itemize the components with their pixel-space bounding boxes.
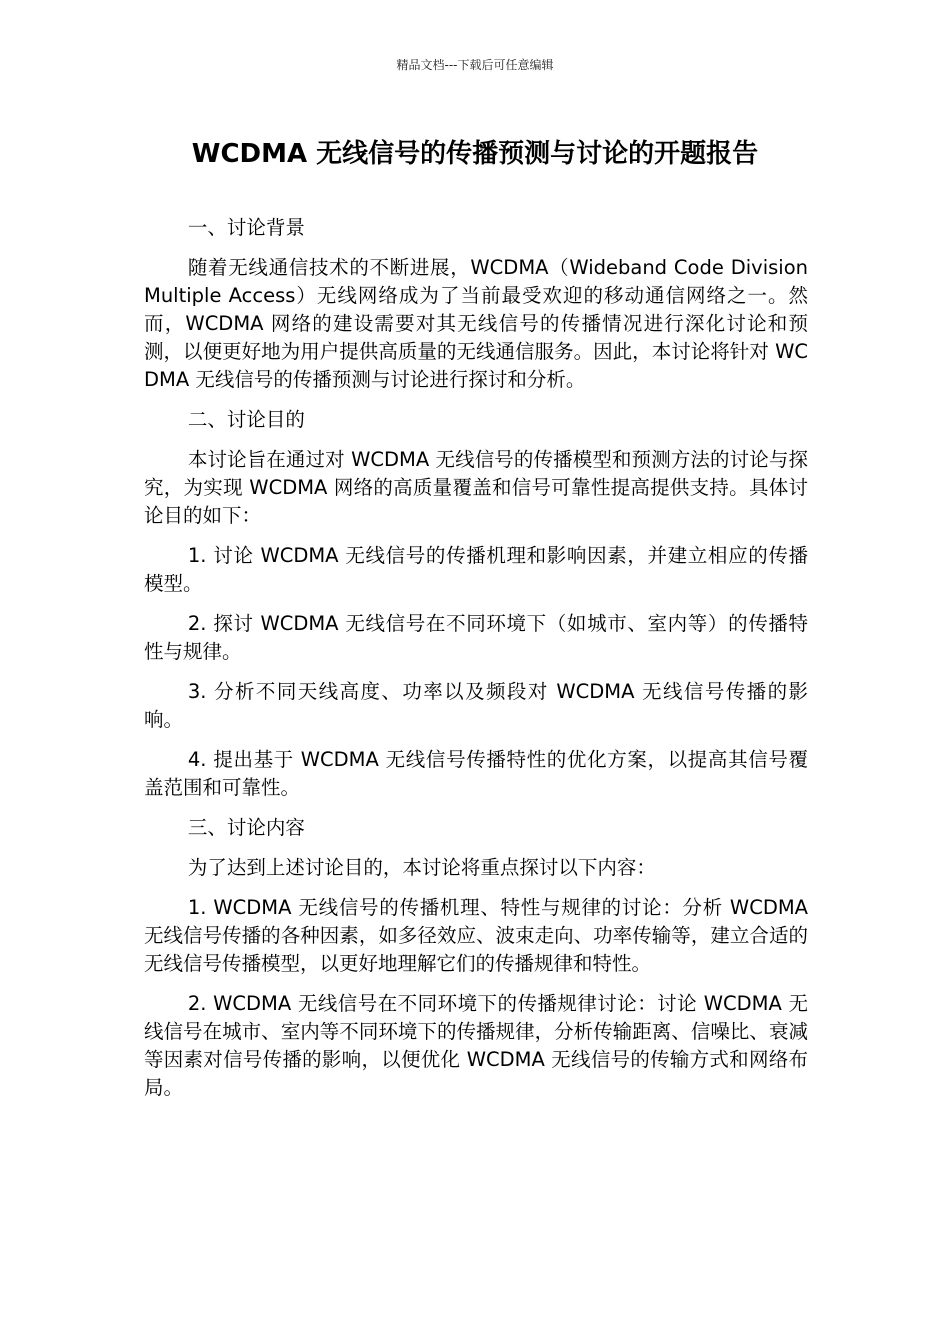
list-item-purpose-1: 1. 讨论 WCDMA 无线信号的传播机理和影响因素，并建立相应的传播模型。 — [144, 544, 808, 595]
document-title: WCDMA 无线信号的传播预测与讨论的开题报告 — [191, 139, 759, 169]
list-item-purpose-4: 4. 提出基于 WCDMA 无线信号传播特性的优化方案，以提高其信号覆盖范围和可靠性。 — [144, 748, 808, 799]
paragraph-content: 为了达到上述讨论目的，本讨论将重点探讨以下内容： — [187, 856, 656, 879]
section-heading-purpose: 二、讨论目的 — [187, 408, 305, 431]
paragraph-purpose: 本讨论旨在通过对 WCDMA 无线信号的传播模型和预测方法的讨论与探究，为实现 WCDMA 网络的高质量覆盖和信号可靠性提高提供支持。具体讨论目的如下： — [144, 448, 808, 527]
header-note: 精品文档---下载后可任意编辑 — [396, 58, 554, 72]
paragraph-background: 随着无线通信技术的不断进展，WCDMA（Wideband Code Division Multiple Access）无线网络成为了当前最受欢迎的移动通信网络之一。然而，WCDMA 网络的建设需要对其无线信号的传播情况进行深化讨论和预测，以便更好地为用户提供高质量的无线通信服务。因此，本讨论将针对 WCDMA 无线信号的传播预测与讨论进行探讨和分析。 — [144, 256, 808, 391]
list-item-purpose-3: 3. 分析不同天线高度、功率以及频段对 WCDMA 无线信号传播的影响。 — [144, 680, 808, 731]
list-item-content-2: 2. WCDMA 无线信号在不同环境下的传播规律讨论：讨论 WCDMA 无线信号在城市、室内等不同环境下的传播规律，分析传输距离、信噪比、衰减等因素对信号传播的影响，以便优化 WCDMA 无线信号的传输方式和网络布局。 — [144, 992, 808, 1099]
section-heading-content: 三、讨论内容 — [187, 816, 305, 839]
list-item-content-1: 1. WCDMA 无线信号的传播机理、特性与规律的讨论：分析 WCDMA 无线信号传播的各种因素，如多径效应、波束走向、功率传输等，建立合适的无线信号传播模型，以更好地理解它们的传播规律和特性。 — [144, 896, 808, 975]
list-item-purpose-2: 2. 探讨 WCDMA 无线信号在不同环境下（如城市、室内等）的传播特性与规律。 — [144, 612, 808, 663]
document-body — [144, 214, 808, 1114]
section-heading-background: 一、讨论背景 — [187, 216, 305, 239]
